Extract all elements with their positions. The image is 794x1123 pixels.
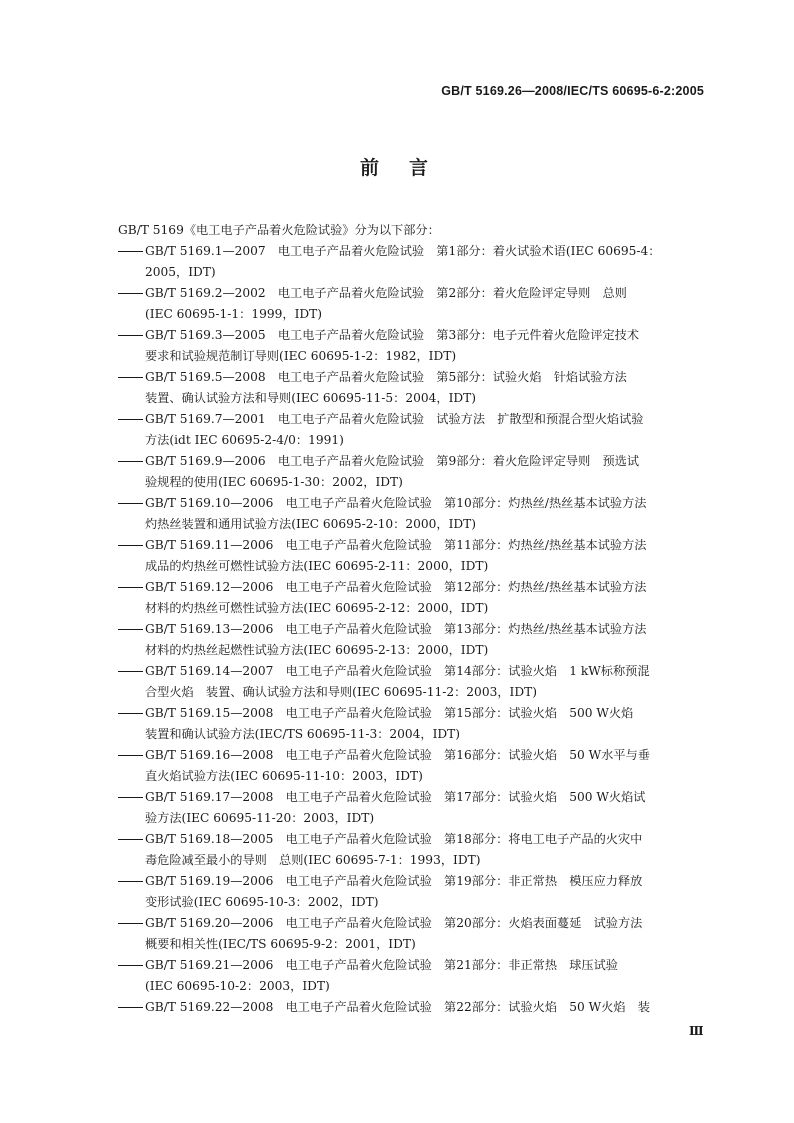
entry-line-2: 2005，IDT)	[145, 265, 216, 279]
list-item	[118, 493, 718, 535]
em-dash-marker	[118, 745, 145, 766]
list-item	[118, 829, 718, 871]
em-dash-marker	[118, 787, 145, 808]
standard-parts-list	[118, 241, 718, 1018]
entry-line-2: 灼热丝装置和通用试验方法(IEC 60695-2-10：2000，IDT)	[145, 517, 477, 531]
entry-line-1: GB/T 5169.22—2008 电工电子产品着火危险试验 第22部分：试验火焰 50 W火焰 装	[145, 1000, 650, 1014]
em-dash-marker	[118, 367, 145, 388]
entry-line-2: 装置和确认试验方法(IEC/TS 60695-11-3：2004，IDT)	[145, 727, 461, 741]
list-item	[118, 703, 718, 745]
em-dash-marker	[118, 451, 145, 472]
em-dash-marker	[118, 913, 145, 934]
list-item	[118, 409, 718, 451]
em-dash-marker	[118, 577, 145, 598]
em-dash-marker	[118, 871, 145, 892]
list-item	[118, 535, 718, 577]
list-item	[118, 451, 718, 493]
page-title: 前言	[359, 157, 458, 179]
entry-line-1: GB/T 5169.16—2008 电工电子产品着火危险试验 第16部分：试验火焰 50 W水平与垂	[145, 748, 650, 762]
page-number: Ⅲ	[689, 1024, 704, 1038]
em-dash-marker	[118, 829, 145, 850]
list-item	[118, 619, 718, 661]
entry-line-1: GB/T 5169.14—2007 电工电子产品着火危险试验 第14部分：试验火焰 1 kW标称预混	[145, 664, 650, 678]
entry-line-2: 材料的灼热丝可燃性试验方法(IEC 60695-2-12：2000，IDT)	[145, 601, 489, 615]
entry-line-2: (IEC 60695-1-1：1999，IDT)	[145, 307, 323, 321]
em-dash-marker	[118, 535, 145, 556]
entry-line-1: GB/T 5169.21—2006 电工电子产品着火危险试验 第21部分：非正常热 球压试验	[145, 958, 618, 972]
entry-line-1: GB/T 5169.15—2008 电工电子产品着火危险试验 第15部分：试验火焰 500 W火焰	[145, 706, 634, 720]
entry-line-2: 装置、确认试验方法和导则(IEC 60695-11-5：2004，IDT)	[145, 391, 477, 405]
entry-line-2: 验方法(IEC 60695-11-20：2003，IDT)	[145, 811, 375, 825]
entry-line-2: 直火焰试验方法(IEC 60695-11-10：2003，IDT)	[145, 769, 423, 783]
entry-line-2: 毒危险减至最小的导则 总则(IEC 60695-7-1：1993，IDT)	[145, 853, 481, 867]
list-item	[118, 577, 718, 619]
em-dash-marker	[118, 955, 145, 976]
intro-text: GB/T 5169《电工电子产品着火危险试验》分为以下部分：	[118, 223, 440, 237]
entry-line-1: GB/T 5169.9—2006 电工电子产品着火危险试验 第9部分：着火危险评定导则 预选试	[145, 454, 640, 468]
entry-line-1: GB/T 5169.17—2008 电工电子产品着火危险试验 第17部分：试验火焰 500 W火焰试	[145, 790, 646, 804]
entry-line-1: GB/T 5169.7—2001 电工电子产品着火危险试验 试验方法 扩散型和预混合型火焰试验	[145, 412, 644, 426]
entry-line-2: 概要和相关性(IEC/TS 60695-9-2：2001，IDT)	[145, 937, 416, 951]
entry-line-2: 方法(idt IEC 60695-2-4/0：1991)	[145, 433, 344, 447]
entry-line-1: GB/T 5169.10—2006 电工电子产品着火危险试验 第10部分：灼热丝/热丝基本试验方法	[145, 496, 647, 510]
entry-line-2: (IEC 60695-10-2：2003，IDT)	[145, 979, 330, 993]
list-item	[118, 325, 718, 367]
em-dash-marker	[118, 409, 145, 430]
entry-line-2: 材料的灼热丝起燃性试验方法(IEC 60695-2-13：2000，IDT)	[145, 643, 489, 657]
list-item	[118, 283, 718, 325]
em-dash-marker	[118, 283, 145, 304]
entry-line-2: 要求和试验规范制订导则(IEC 60695-1-2：1982，IDT)	[145, 349, 457, 363]
list-item	[118, 997, 718, 1018]
list-item	[118, 367, 718, 409]
entry-line-2: 成品的灼热丝可燃性试验方法(IEC 60695-2-11：2000，IDT)	[145, 559, 489, 573]
entry-line-2: 合型火焰 装置、确认试验方法和导则(IEC 60695-11-2：2003，IDT)	[145, 685, 537, 699]
entry-line-1: GB/T 5169.13—2006 电工电子产品着火危险试验 第13部分：灼热丝/热丝基本试验方法	[145, 622, 647, 636]
em-dash-marker	[118, 325, 145, 346]
entry-line-1: GB/T 5169.12—2006 电工电子产品着火危险试验 第12部分：灼热丝/热丝基本试验方法	[145, 580, 647, 594]
entry-line-1: GB/T 5169.19—2006 电工电子产品着火危险试验 第19部分：非正常热 模压应力释放	[145, 874, 643, 888]
entry-line-1: GB/T 5169.3—2005 电工电子产品着火危险试验 第3部分：电子元件着火危险评定技术	[145, 328, 640, 342]
em-dash-marker	[118, 997, 145, 1018]
em-dash-marker	[118, 703, 145, 724]
entry-line-1: GB/T 5169.11—2006 电工电子产品着火危险试验 第11部分：灼热丝/热丝基本试验方法	[145, 538, 647, 552]
entry-line-1: GB/T 5169.2—2002 电工电子产品着火危险试验 第2部分：着火危险评定导则 总则	[145, 286, 627, 300]
list-item	[118, 787, 718, 829]
entry-line-1: GB/T 5169.20—2006 电工电子产品着火危险试验 第20部分：火焰表面蔓延 试验方法	[145, 916, 643, 930]
list-item	[118, 241, 718, 283]
list-item	[118, 745, 718, 787]
entry-line-2: 验规程的使用(IEC 60695-1-30：2002，IDT)	[145, 475, 403, 489]
entry-line-1: GB/T 5169.1—2007 电工电子产品着火危险试验 第1部分：着火试验术语(IEC 60695-4：	[145, 244, 661, 258]
list-item	[118, 661, 718, 703]
entry-line-1: GB/T 5169.5—2008 电工电子产品着火危险试验 第5部分：试验火焰 针焰试验方法	[145, 370, 627, 384]
em-dash-marker	[118, 661, 145, 682]
em-dash-marker	[118, 619, 145, 640]
list-item	[118, 913, 718, 955]
em-dash-marker	[118, 241, 145, 262]
list-item	[118, 955, 718, 997]
entry-line-2: 变形试验(IEC 60695-10-3：2002，IDT)	[145, 895, 379, 909]
list-item	[118, 871, 718, 913]
entry-line-1: GB/T 5169.18—2005 电工电子产品着火危险试验 第18部分：将电工电子产品的火灾中	[145, 832, 643, 846]
em-dash-marker	[118, 493, 145, 514]
document-header-code: GB/T 5169.26—2008/IEC/TS 60695-6-2:2005	[441, 84, 704, 98]
